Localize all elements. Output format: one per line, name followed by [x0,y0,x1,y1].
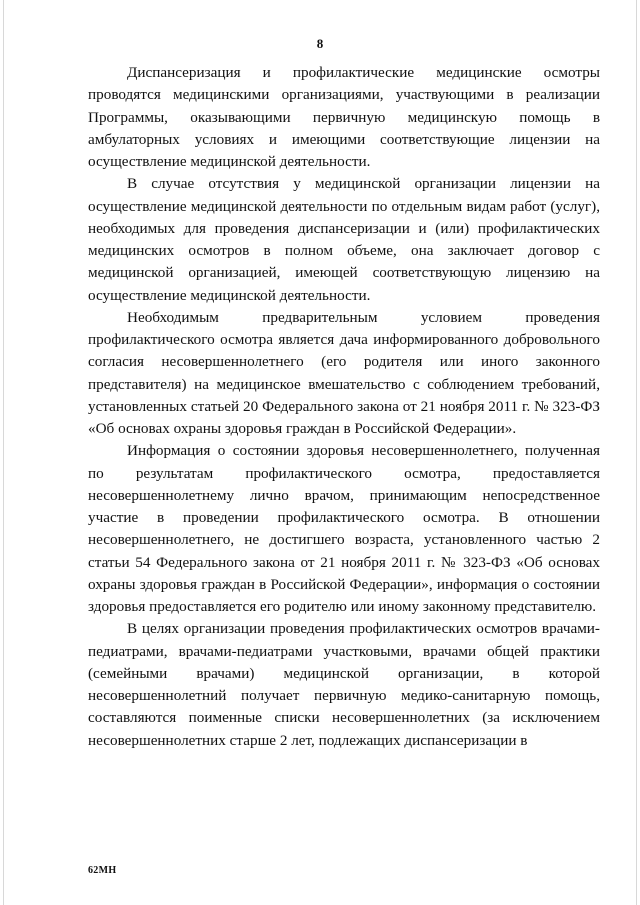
document-body [88,62,600,752]
paragraph-informed-consent: Необходимым предварительным условием проведения профилактического осмотра является дача информированного добровольного согласия несовершеннолетнего (его родителя или иного законного представителя) на медицинское вмешательство с соблюдением требований, установленных статьей 20 Федерального закона от 21 ноября 2011 г. № 323-ФЗ «Об основах охраны здоровья граждан в Российской Федерации». [88,308,600,437]
paragraph-name-lists: В целях организации проведения профилактических осмотров врачами-педиатрами, врачами-педиатрами участковыми, врачами общей практики (семейными врачами) медицинской организации, в которой несовершеннолетний получает первичную медико-санитарную помощь, составляются поименные списки несовершеннолетних (за исключением несовершеннолетних старше 2 лет, подлежащих диспансеризации в [88,620,600,749]
scan-edge-right [636,0,637,905]
paragraph-license-absence: В случае отсутствия у медицинской организации лицензии на осуществление медицинской деятельности по отдельным видам работ (услуг), необходимых для проведения диспансеризации и (или) профилактических медицинских осмотров в полном объеме, она заключает договор с медицинской организацией, имеющей соответствующую лицензию на осуществление медицинской деятельности. [88,175,600,304]
paragraph-medical-organizations: Диспансеризация и профилактические медицинские осмотры проводятся медицинскими организациями, участвующими в реализации Программы, оказывающими первичную медицинскую помощь в амбулаторных условиях и имеющими соответствующие лицензии на осуществление медицинской деятельности. [88,64,600,170]
scan-edge-left [3,0,4,905]
paragraph-health-information: Информация о состоянии здоровья несовершеннолетнего, полученная по результатам профилактического осмотра, предоставляется несовершеннолетнему лично врачом, принимающим непосредственное участие в проведении профилактического осмотра. В отношении несовершеннолетнего, не достигшего возраста, установленного частью 2 статьи 54 Федерального закона от 21 ноября 2011 г. № 323-ФЗ «Об основах охраны здоровья граждан в Российской Федерации», информация о состоянии здоровья предоставляется его родителю или иному законному представителю. [88,442,600,615]
page-number: 8 [316,36,324,51]
document-code: 62МН [88,865,117,876]
